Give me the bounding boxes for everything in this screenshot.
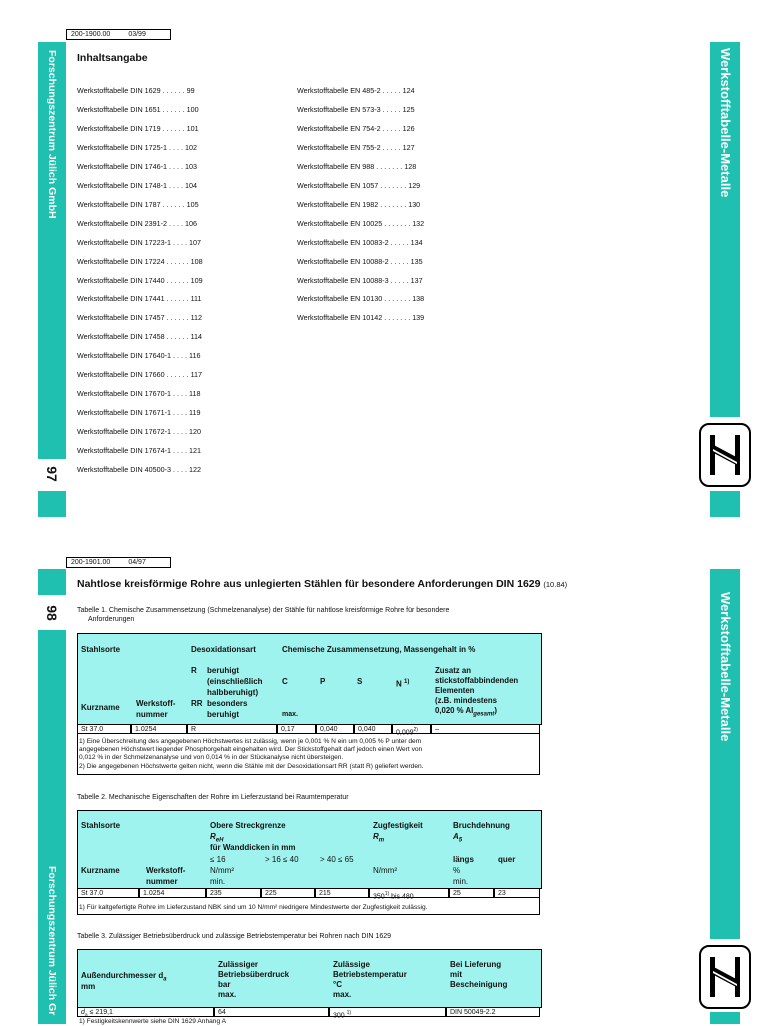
- t1-row-kurzname: St 37.0: [77, 724, 131, 734]
- t1-n: [396, 677, 409, 690]
- toc-entry: Werkstofftabelle DIN 1746-1 . . . . 103: [77, 161, 197, 171]
- t2-row-zug: [369, 888, 449, 901]
- toc-entry: Werkstofftabelle DIN 1719 . . . . . . 101: [77, 123, 199, 133]
- t2-row-quer: 23: [494, 888, 540, 898]
- t1-rr-text: besonders: [207, 699, 248, 708]
- doc-number-box: [66, 29, 171, 40]
- title-suffix: (10.84): [543, 580, 568, 589]
- t1-rr: RR: [191, 699, 203, 708]
- t3-druck: [218, 960, 289, 1000]
- t2-min: min.: [210, 877, 226, 886]
- t1-nummer: nummer: [136, 710, 168, 719]
- toc-entry: Werkstofftabelle DIN 17458 . . . . . . 114: [77, 332, 203, 342]
- sidebar-title-top: Werkstofftabelle-Metalle: [718, 48, 733, 198]
- t3-row-temp: [329, 1007, 446, 1020]
- t3-liefer-2: mit: [450, 970, 462, 979]
- t2-a5-label: A: [453, 832, 459, 841]
- table1-caption-2: Anforderungen: [88, 616, 135, 623]
- t2-laengs: längs: [453, 855, 474, 864]
- t1-row-c: 0,17: [277, 724, 316, 734]
- t1-row-n-sup: 2): [413, 727, 418, 733]
- toc-entry: Werkstofftabelle DIN 1629 . . . . . . 99: [77, 86, 195, 95]
- toc-entry: Werkstofftabelle DIN 40500-3 . . . . 122: [77, 465, 201, 474]
- t2-kurzname: Kurzname: [81, 866, 120, 875]
- toc-entry: Werkstofftabelle DIN 17672-1 . . . . 120: [77, 427, 201, 437]
- t2-obere: Obere Streckgrenze: [210, 821, 286, 830]
- t3-row-temp-sup: 1): [346, 1010, 352, 1016]
- t2-reh-sub: eH: [215, 837, 224, 844]
- t1-note-4: 2) Die angegebenen Höchstwerte gelten nicht, wenn die Stähle mit der Desoxidationsart RR (statt R) geliefert werden.: [79, 763, 424, 770]
- toc-entry: Werkstofftabelle DIN 17457 . . . . . . 112: [77, 313, 203, 323]
- t2-quer: quer: [498, 855, 516, 864]
- t3-note: 1) Festigkeitskennwerte siehe DIN 1629 Anhang A: [79, 1018, 226, 1025]
- t3-temp-1: Zulässige: [333, 960, 370, 969]
- t1-zusatz-3: Elementen: [435, 686, 475, 695]
- t3-druck-1: Zulässiger: [218, 960, 259, 969]
- t3-aussen-label: Außendurchmesser d: [81, 971, 164, 980]
- toc-entry: Werkstofftabelle EN 10088-3 . . . . . 137: [297, 275, 423, 285]
- t2-note-border: [77, 898, 540, 915]
- table3-caption: Tabelle 3. Zulässiger Betriebsüberdruck und zulässige Betriebstemperatur bei Rohren nach DIN 1629: [77, 933, 392, 940]
- t3-row-temp-val: 300: [333, 1012, 345, 1020]
- t1-p: P: [320, 677, 326, 686]
- toc-entry: Werkstofftabelle EN 485-2 . . . . . 124: [297, 86, 415, 95]
- right-sidebar-end: [710, 1012, 740, 1024]
- t3-aussen-sub: a: [163, 976, 167, 983]
- t2-fuer: für Wanddicken in mm: [210, 843, 296, 852]
- toc-entry: Werkstofftabelle EN 573-3 . . . . . 125: [297, 104, 415, 114]
- t3-temp-3: °C: [333, 980, 342, 989]
- sidebar-company-bottom: Forschungszentrum Jülich Gr: [46, 866, 58, 1016]
- t1-zusatz-5: 0,020 % $Al_{gesamt}$): [435, 706, 497, 718]
- t2-pct: %: [453, 866, 461, 875]
- t2-stahlsorte: Stahlsorte: [81, 821, 121, 830]
- t1-note-3: 0,012 % in der Schmelzenanalyse und von 0,014 % in der Stückanalyse nicht übersteigen.: [79, 754, 344, 761]
- t2-a5: [453, 832, 462, 846]
- t3-temp-4: max.: [333, 990, 352, 999]
- t1-s: S: [357, 677, 363, 686]
- t3-row-aussen-pre: d: [81, 1009, 85, 1016]
- toc-entry: Werkstofftabelle DIN 17223-1 . . . . 107: [77, 237, 201, 247]
- t2-note: 1) Für kaltgefertigte Rohre im Lieferzustand NBK sind um 10 N/mm² niedrigere Mindestwerte der Zugfestigkeit zulässig.: [79, 904, 428, 911]
- toc-entry: Werkstofftabelle DIN 1725-1 . . . . 102: [77, 142, 197, 152]
- t2-row-zug-rest: bis 480: [391, 893, 414, 901]
- t2-nmm2: N/mm²: [373, 866, 397, 875]
- t1-zusatz-1: Zusatz an: [435, 666, 471, 675]
- t2-zug: Zugfestigkeit: [373, 821, 423, 830]
- t3-druck-3: bar: [218, 980, 231, 989]
- page-number-97: 97: [44, 466, 60, 482]
- t1-row-nummer: 1.0254: [131, 724, 187, 734]
- doc-number-box-2: [66, 557, 171, 568]
- doc-date: 03/99: [128, 31, 146, 38]
- toc-entry: Werkstofftabelle EN 10083-2 . . . . . 134: [297, 237, 423, 247]
- toc-entry: Werkstofftabelle EN 755-2 . . . . . 127: [297, 142, 415, 152]
- toc-entry: Werkstofftabelle DIN 17640-1 . . . . 116: [77, 351, 201, 361]
- t2-row-zug-sup: 1): [384, 891, 390, 897]
- toc-entry: Werkstofftabelle DIN 1748-1 . . . . 104: [77, 180, 197, 190]
- t1-zusatz: [435, 666, 518, 720]
- doc-number: 200-1900.00: [71, 31, 111, 38]
- t2-werkstoff: Werkstoff-: [146, 866, 186, 875]
- page-title: [77, 578, 567, 590]
- t1-row-zusatz: –: [431, 724, 540, 734]
- t3-row-aussen-val: ≤ 219,1: [87, 1009, 113, 1016]
- toc-entry: Werkstofftabelle EN 754-2 . . . . . 126: [297, 123, 415, 133]
- t1-row-n: [392, 724, 431, 737]
- sidebar-title-bottom: Werkstofftabelle-Metalle: [718, 592, 733, 742]
- title-text: Nahtlose kreisförmige Rohre aus unlegierten Stählen für besondere Anforderungen DIN 1629: [77, 578, 541, 590]
- t2-a5-sub: 5: [458, 837, 463, 844]
- toc-entry: Werkstofftabelle DIN 17674-1 . . . . 121: [77, 446, 201, 456]
- t3-temp: [333, 960, 407, 1000]
- toc-entry: Werkstofftabelle DIN 17224 . . . . . . 108: [77, 256, 203, 266]
- left-sidebar-tab-2: [38, 569, 66, 595]
- t3-liefer: [450, 960, 507, 990]
- t1-row-desox: R: [187, 724, 277, 734]
- t1-zusatz-5-text: 0,020 % Al: [435, 706, 474, 715]
- left-sidebar-tab-1: [38, 491, 66, 517]
- doc-date: 04/97: [128, 559, 146, 566]
- t1-note-2: angegebenen Höchstwert liegender Phosphorgehalt eingehalten wird. Der Stickstoffgehalt darf jedoch einen Wert von: [79, 746, 423, 753]
- toc-entry: Werkstofftabelle DIN 17671-1 . . . . 119: [77, 408, 201, 418]
- t2-reh-label: R: [210, 832, 216, 841]
- t2-40-65: > 40 ≤ 65: [320, 855, 354, 864]
- t1-r-text2: (einschließlich: [207, 677, 263, 686]
- t2-rm-sub: m: [378, 837, 385, 844]
- t2-nummer: nummer: [146, 877, 178, 886]
- toc-entry: Werkstofftabelle DIN 17440 . . . . . . 109: [77, 275, 203, 285]
- t3-row-aussen: [77, 1007, 214, 1017]
- t3-liefer-1: Bei Lieferung: [450, 960, 502, 969]
- t2-bruch: Bruchdehnung: [453, 821, 510, 830]
- toc-entry: Werkstofftabelle EN 1982 . . . . . . . 130: [297, 199, 421, 209]
- t1-n-label: N: [396, 679, 402, 689]
- t1-row-s: 0,040: [354, 724, 392, 734]
- t1-n-sup: 1): [404, 679, 410, 685]
- right-sidebar-mid: [710, 491, 740, 517]
- t1-row-p: 0,040: [316, 724, 354, 734]
- t1-kurzname: Kurzname: [81, 703, 120, 712]
- t3-liefer-3: Bescheinigung: [450, 980, 508, 989]
- t1-r-text3: halbberuhigt): [207, 688, 259, 697]
- t3-temp-2: Betriebstemperatur: [333, 970, 407, 979]
- t1-note-border: [77, 734, 540, 775]
- company-logo-icon: [699, 945, 751, 1009]
- toc-entry: Werkstofftabelle DIN 2391-2 . . . . 106: [77, 218, 197, 228]
- toc-entry: Werkstofftabelle EN 988 . . . . . . . 128: [297, 161, 417, 171]
- t3-row-liefer: DIN 50049-2.2: [446, 1007, 540, 1017]
- t1-desox: Desoxidationsart: [191, 645, 256, 654]
- t3-mm: mm: [81, 982, 96, 991]
- toc-entry: Werkstofftabelle EN 10142 . . . . . . . 139: [297, 313, 425, 323]
- sidebar-company-top: Forschungszentrum Jülich GmbH: [46, 50, 58, 219]
- t2-le16: ≤ 16: [210, 855, 226, 864]
- t1-zusatz-2: stickstoffabbindenden: [435, 676, 519, 685]
- t2-nmm: N/mm²: [210, 866, 234, 875]
- t1-r-text: beruhigt: [207, 666, 239, 675]
- doc-number: 200-1901.00: [71, 559, 111, 566]
- t2-row-zug-val: 350: [373, 893, 385, 901]
- table2-caption: Tabelle 2. Mechanische Eigenschaften der Rohre im Lieferzustand bei Raumtemperatur: [77, 794, 349, 801]
- t1-zusatz-4: (z.B. mindestens: [435, 696, 497, 705]
- toc-entry: Werkstofftabelle DIN 1651 . . . . . . 100: [77, 104, 199, 114]
- page-heading: Inhaltsangabe: [77, 52, 148, 64]
- t3-row-druck: 64: [214, 1007, 329, 1017]
- table1-caption-1: Tabelle 1. Chemische Zusammensetzung (Schmelzenanalyse) der Stähle für nahtlose kreisförmige Rohre für besondere: [77, 607, 450, 614]
- t2-16-40: > 16 ≤ 40: [265, 855, 299, 864]
- t2-row-v3: 215: [315, 888, 369, 898]
- toc-entry: Werkstofftabelle EN 10088-2 . . . . . 135: [297, 256, 423, 266]
- t2-rm-label: R: [373, 832, 379, 841]
- toc-entry: Werkstofftabelle EN 10130 . . . . . . . 138: [297, 294, 425, 304]
- t2-row-laengs: 25: [449, 888, 494, 898]
- t3-druck-2: Betriebsüberdruck: [218, 970, 290, 979]
- t2-rm: [373, 832, 384, 846]
- t2-row-kurzname: St 37.0: [77, 888, 139, 898]
- t2-row-v2: 225: [261, 888, 315, 898]
- page-number-98: 98: [44, 605, 60, 621]
- t1-chem: Chemische Zusammensetzung, Massengehalt in %: [282, 645, 476, 654]
- toc-entry: Werkstofftabelle EN 1057 . . . . . . . 129: [297, 180, 421, 190]
- t2-row-v1: 235: [206, 888, 261, 898]
- t2-min2: min.: [453, 877, 469, 886]
- t1-row-n-val: 0,009: [396, 729, 414, 737]
- t2-row-nummer: 1.0254: [139, 888, 206, 898]
- toc-entry: Werkstofftabelle DIN 17670-1 . . . . 118: [77, 389, 201, 399]
- t1-rr-text2: beruhigt: [207, 710, 239, 719]
- toc-entry: Werkstofftabelle DIN 17660 . . . . . . 117: [77, 370, 203, 380]
- t1-zusatz-sub: gesamt: [473, 711, 495, 718]
- t1-max: max.: [282, 711, 298, 718]
- toc-entry: Werkstofftabelle DIN 1787 . . . . . . 105: [77, 199, 199, 209]
- t1-werkstoff: Werkstoff-: [136, 699, 176, 708]
- t1-r: R: [191, 666, 197, 675]
- t3-row-aussen-sub: a: [84, 1012, 88, 1019]
- t3-druck-4: max.: [218, 990, 237, 999]
- toc-entry: Werkstofftabelle DIN 17441 . . . . . . 111: [77, 294, 202, 304]
- company-logo-icon: [699, 423, 751, 487]
- t1-stahlsorte: Stahlsorte: [81, 645, 121, 654]
- toc-entry: Werkstofftabelle EN 10025 . . . . . . . 132: [297, 218, 425, 228]
- t1-c: C: [282, 677, 288, 686]
- t1-note-1: 1) Eine Überschreitung des angegebenen Höchstwertes ist zulässig, wenn je 0,001 % N ein um 0,005 % P unter dem: [79, 738, 422, 745]
